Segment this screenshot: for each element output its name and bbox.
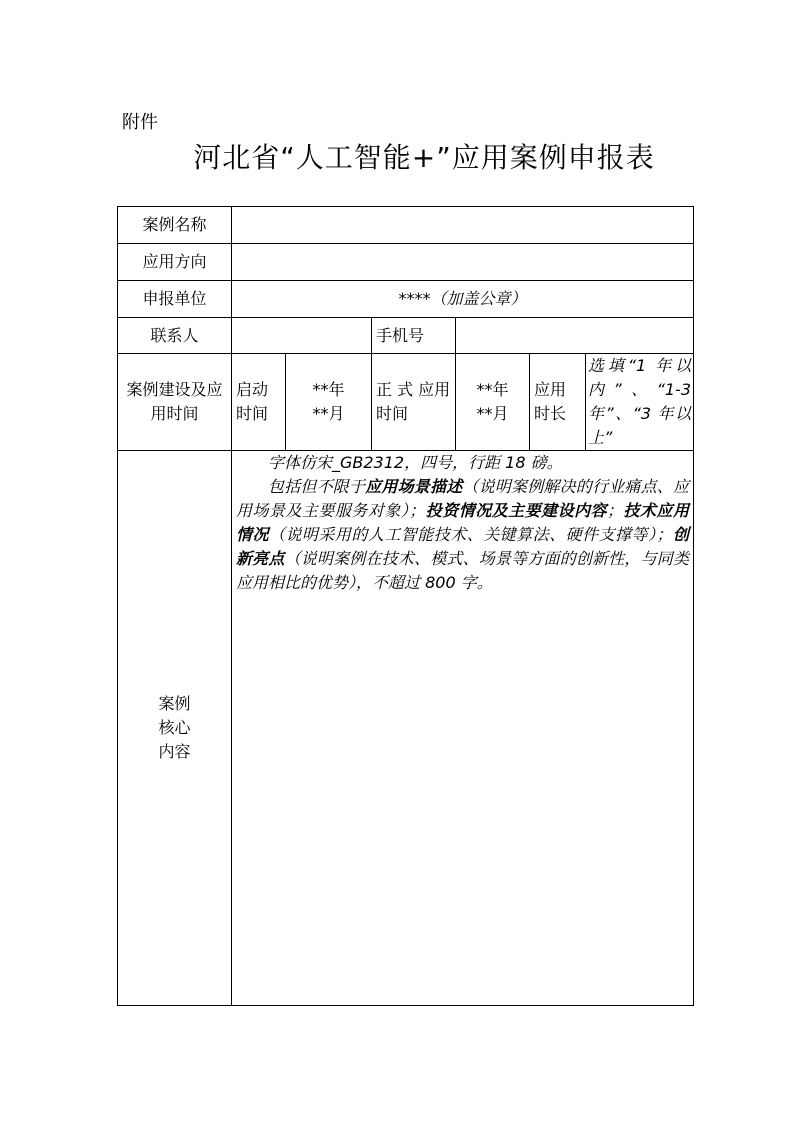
- investment-sep: ；: [607, 501, 624, 520]
- page-title: 河北省“人工智能+”应用案例申报表: [193, 141, 655, 174]
- start-year: **年: [312, 380, 345, 399]
- attachment-label: 附件: [122, 112, 158, 133]
- formal-month: **月: [476, 404, 509, 423]
- case-name-field[interactable]: [232, 207, 694, 244]
- core-label-line-1: 案例: [158, 694, 191, 713]
- unit-field[interactable]: ****（加盖公章）: [232, 281, 694, 318]
- phone-label: 手机号: [372, 318, 456, 354]
- row-direction: [118, 244, 694, 281]
- duration-label: 应用时长: [530, 354, 586, 451]
- core-label-line-3: 内容: [158, 742, 191, 761]
- row-case-name: [118, 207, 694, 244]
- start-time-field[interactable]: [286, 354, 372, 451]
- start-month: **月: [312, 404, 345, 423]
- duration-field[interactable]: 选填“1 年以内”、“1-3 年”、“3 年以上”: [586, 354, 694, 451]
- tech-desc: （说明采用的人工智能技术、关键算法、硬件支撑等）；: [268, 525, 673, 544]
- scenario-desc: （说明案例解决的行业痛点、应用场景及主要服务对象）；: [236, 477, 689, 520]
- row-unit: [118, 281, 694, 318]
- time-label: 案例建设及应用时间: [118, 354, 232, 451]
- core-label-line-2: 核心: [158, 718, 191, 737]
- direction-label: 应用方向: [118, 244, 232, 281]
- start-time-label: 启动时间: [232, 354, 286, 451]
- tech-heading: 技术应用情况: [236, 501, 689, 544]
- contact-field[interactable]: [232, 318, 372, 354]
- direction-field[interactable]: [232, 244, 694, 281]
- formal-time-field[interactable]: [456, 354, 530, 451]
- formal-year: **年: [476, 380, 509, 399]
- core-content-label: [118, 451, 232, 1006]
- unit-label: 申报单位: [118, 281, 232, 318]
- core-content-field[interactable]: [232, 451, 694, 1006]
- scenario-heading: 应用场景描述: [365, 477, 463, 496]
- content-instruction: [236, 475, 689, 595]
- case-name-label: 案例名称: [118, 207, 232, 244]
- row-contact: [118, 318, 694, 354]
- row-core-content: [118, 451, 694, 1006]
- innovation-heading: 创新亮点: [236, 525, 689, 568]
- instruction-intro: 包括但不限于: [268, 477, 366, 496]
- contact-label: 联系人: [118, 318, 232, 354]
- innovation-desc: （说明案例在技术、模式、场景等方面的创新性，与同类应用相比的优势），不超过 800 字。: [236, 549, 689, 592]
- formal-time-label: 正 式 应用时间: [372, 354, 456, 451]
- row-time: [118, 354, 694, 451]
- application-form-table: [117, 206, 694, 1006]
- format-instruction: 字体仿宋_GB2312，四号，行距 18 磅。: [268, 453, 563, 472]
- phone-field[interactable]: [456, 318, 694, 354]
- investment-heading: 投资情况及主要建设内容: [425, 501, 608, 520]
